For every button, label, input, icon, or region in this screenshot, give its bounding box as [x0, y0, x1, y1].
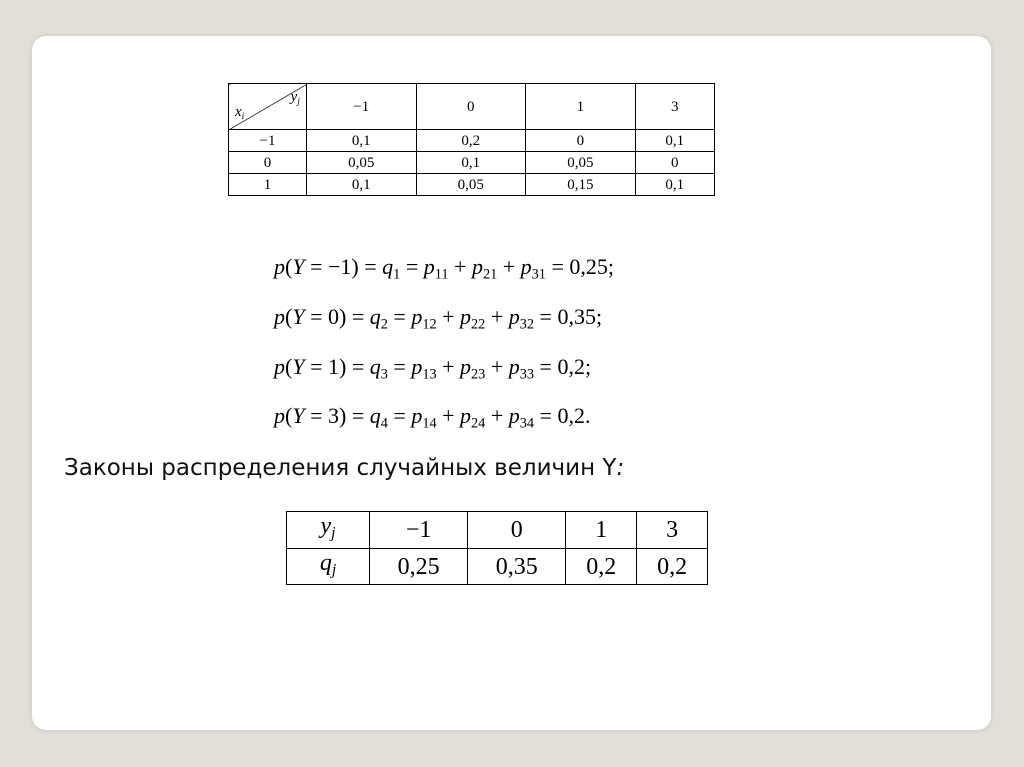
- table-cell: 0,1: [416, 152, 526, 174]
- formula-line: $p(Y = 3) = q_4 = p_{14} + p_{24} + p_{34} = 0,2$.: [274, 403, 591, 432]
- y-axis-label: $y_j$: [290, 89, 300, 107]
- table-cell: 0,1: [635, 174, 714, 196]
- table-cell: 1: [566, 512, 637, 549]
- x-axis-label: $x_i$: [235, 104, 245, 122]
- table-cell: 0,35: [468, 548, 566, 585]
- table-cell: 0,05: [416, 174, 526, 196]
- table-row: [287, 512, 708, 549]
- table-cell: 0,2: [566, 548, 637, 585]
- formula-line: $p(Y = 1) = q_3 = p_{13} + p_{23} + p_{33} = 0,2$;: [274, 353, 592, 382]
- column-header: −1: [307, 84, 417, 130]
- row-header: 1: [229, 174, 307, 196]
- row-header: $y_j$: [287, 512, 370, 549]
- table-cell: 0,15: [526, 174, 636, 196]
- row-header: $q_j$: [287, 548, 370, 585]
- table-cell: 3: [637, 512, 708, 549]
- table-cell: 0,1: [307, 130, 417, 152]
- row-header: 0: [229, 152, 307, 174]
- table-row: [229, 152, 715, 174]
- table-cell: 0,1: [307, 174, 417, 196]
- distribution-law-table: [286, 511, 708, 585]
- section-heading: Законы распределения случайных величин Y:: [64, 455, 625, 481]
- table-row: [229, 130, 715, 152]
- formula-line: $p(Y = 0) = q_2 = p_{12} + p_{22} + p_{32} = 0,35$;: [274, 303, 603, 333]
- slide: [32, 36, 991, 730]
- joint-distribution-table: [228, 83, 715, 196]
- table-header-row: [229, 84, 715, 130]
- table-cell: −1: [370, 512, 468, 549]
- table-cell: 0,2: [637, 548, 708, 585]
- table-row: [229, 174, 715, 196]
- column-header: 1: [526, 84, 636, 130]
- table-row: [287, 548, 708, 585]
- table-cell: 0,2: [416, 130, 526, 152]
- formula-block: [274, 246, 614, 445]
- table-cell: 0,1: [635, 130, 714, 152]
- row-header: −1: [229, 130, 307, 152]
- diagonal-header-cell: [229, 84, 307, 130]
- table-cell: 0,05: [526, 152, 636, 174]
- column-header: 0: [416, 84, 526, 130]
- table-cell: 0,05: [307, 152, 417, 174]
- table-cell: 0,25: [370, 548, 468, 585]
- table-cell: 0: [635, 152, 714, 174]
- table-cell: 0: [526, 130, 636, 152]
- table-cell: 0: [468, 512, 566, 549]
- column-header: 3: [635, 84, 714, 130]
- formula-line: $p(Y = -1) = q_1 = p_{11} + p_{21} + p_{31} = 0,25$;: [274, 254, 614, 283]
